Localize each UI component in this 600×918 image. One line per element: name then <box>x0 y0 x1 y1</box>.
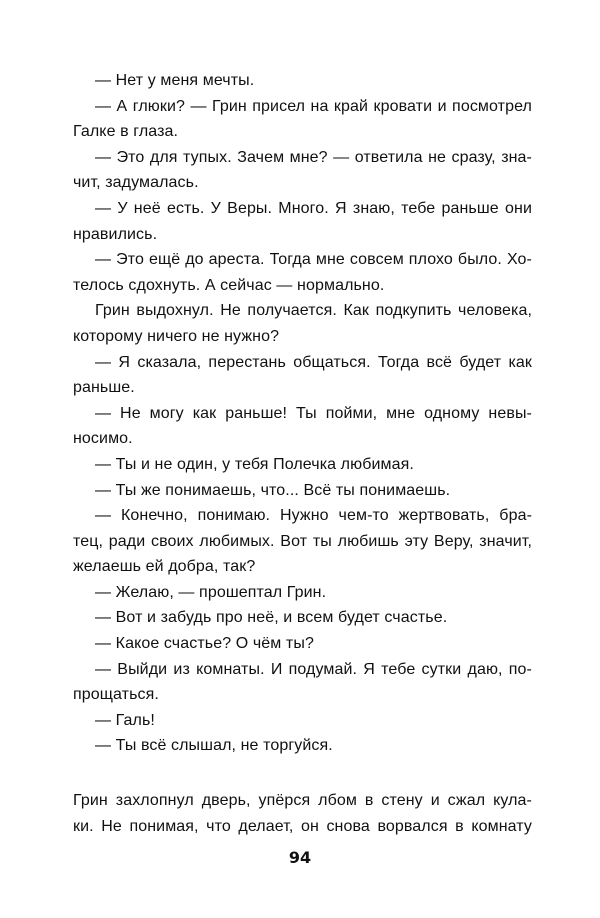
text-line-19: тец, ради своих любимых. Вот ты любишь эту Веру, значит, <box>73 532 532 550</box>
page-number: 94 <box>288 848 312 867</box>
text-line-14: — Не могу как раньше! Ты пойми, мне одному невы- <box>95 404 532 422</box>
text-line-26: — Галь! <box>95 711 155 729</box>
text-line-5: чит, задумалась. <box>73 174 199 192</box>
text-line-4: — Это для тупых. Зачем мне? — ответила не сразу, зна- <box>95 148 532 166</box>
text-line-6: — У неё есть. У Веры. Много. Я знаю, тебе раньше они <box>95 199 532 217</box>
text-line-25: прощаться. <box>73 686 159 704</box>
text-line-10: Грин выдохнул. Не получается. Как подкупить человека, <box>95 302 532 320</box>
text-line-20: желаешь ей добра, так? <box>73 558 256 576</box>
text-line-12: — Я сказала, перестань общаться. Тогда всё будет как <box>95 353 532 371</box>
text-line-15: носимо. <box>73 430 133 448</box>
text-line-28: Грин захлопнул дверь, упёрся лбом в стену и сжал кула- <box>73 792 532 810</box>
section-break <box>73 759 532 788</box>
text-line-22: — Вот и забудь про неё, и всем будет счастье. <box>95 609 448 627</box>
text-line-8: — Это ещё до ареста. Тогда мне совсем плохо было. Хо- <box>95 251 532 269</box>
text-line-11: которому ничего не нужно? <box>73 327 280 345</box>
text-line-2: — А глюки? — Грин присел на край кровати и посмотрел <box>95 97 532 115</box>
text-line-21: — Желаю, — прошептал Грин. <box>95 583 327 601</box>
text-line-17: — Ты же понимаешь, что... Всё ты понимаешь. <box>95 481 451 499</box>
text-line-24: — Выйди из комнаты. И подумай. Я тебе сутки даю, по- <box>95 660 532 678</box>
text-line-3: Галке в глаза. <box>73 123 179 141</box>
text-line-29: ки. Не понимая, что делает, он снова ворвался в комнату <box>73 817 532 835</box>
text-line-16: — Ты и не один, у тебя Полечка любимая. <box>95 455 414 473</box>
text-line-1: — Нет у меня мечты. <box>95 72 255 89</box>
text-line-23: — Какое счастье? О чём ты? <box>95 635 314 653</box>
text-line-7: нравились. <box>73 225 158 243</box>
text-line-13: раньше. <box>73 379 135 397</box>
text-line-18: — Конечно, понимаю. Нужно чем-то жертвовать, бра- <box>95 507 532 525</box>
page-text <box>73 68 532 839</box>
text-line-9: телось сдохнуть. А сейчас — нормально. <box>73 276 385 294</box>
text-line-27: — Ты всё слышал, не торгуйся. <box>95 737 333 755</box>
